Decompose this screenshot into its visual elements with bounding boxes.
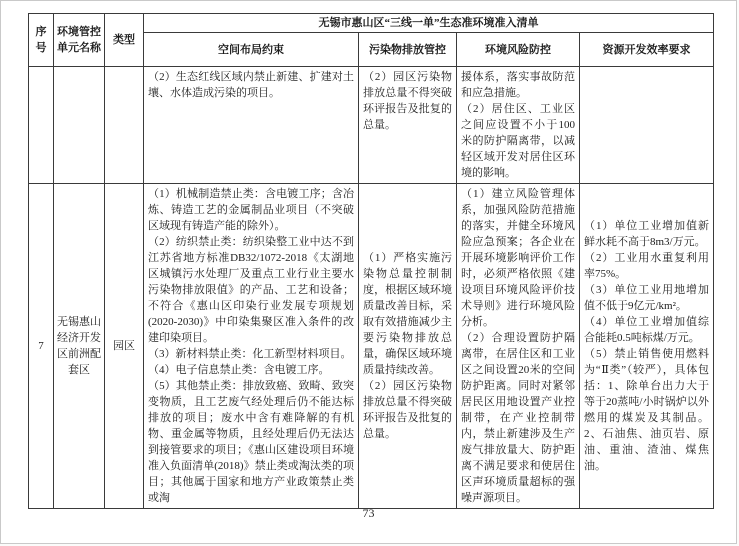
table-row-continuation [29,67,714,184]
cell-risk-prevention [457,67,580,184]
paragraph: （3）单位工业用地增加值不低于9亿元/km²。 [584,284,709,312]
paragraph: （2）园区污染物排放总量不得突破环评报告及批复的总量。 [363,71,452,131]
column-header-pollutant-control: 污染物排放管控 [359,33,457,67]
cell-type-empty [105,67,144,184]
paragraph: （4）单位工业增加值综合能耗0.5吨标煤/万元。 [584,316,709,344]
paragraph: （1）单位工业增加值新鲜水耗不高于8m3/万元。 [584,220,709,248]
table-row-7 [29,184,714,509]
paragraph: （2）园区污染物排放总量不得突破环评报告及批复的总量。 [363,380,452,440]
column-header-type: 类型 [105,14,144,67]
paragraph: （2）生态红线区域内禁止新建、扩建对土壤、水体造成污染的项目。 [148,71,354,99]
column-header-serial: 序号 [29,14,54,67]
paragraph: （2）居住区、工业区之间应设置不小于100米的防护隔离带，以减轻区域开发对居住区环境的影响。 [461,103,575,179]
paragraph: （1）建立风险管理体系，加强风险防范措施的落实，并健全环境风险应急预案；各企业在开展环境影响评价工作时，必须严格依照《建设项目环境风险评价技术导则》进行环境风险分析。 [461,188,575,328]
cell-resource-efficiency-empty [580,67,714,184]
column-header-resource-efficiency: 资源开发效率要求 [580,33,714,67]
cell-spatial-layout [144,184,359,509]
cell-serial-empty [29,67,54,184]
paragraph: （2）合理设置防护隔离带，在居住区和工业区之间设置20米的空间防护距离。同时对紧邻居民区用地设置产业控制带，在产业控制带内，禁止新建涉及生产废气排放量大、防护距离不满足要求和使居住区声环境质量超标的强噪声源项目。 [461,332,575,504]
access-list-table [28,13,714,509]
cell-pollutant-control [359,184,457,509]
page-number: 73 [362,506,375,520]
cell-type: 园区 [105,184,144,509]
paragraph: （5）其他禁止类：排放致癌、致畸、致突变物质，且工艺废气经处理后仍不能达标排放的项目；废水中含有难降解的有机物、重金属等物质，且经处理后仍无法达到接管要求的项目；《惠山区建设项目环境准入负面清单(2018)》禁止类或淘汰类的项目；其他属于国家和地方产业政策禁止类或淘 [148,380,354,504]
cell-unit-name: 无锡惠山经济开发区前洲配套区 [54,184,105,509]
paragraph: （1）严格实施污染物总量控制制度，根据区域环境质量改善目标，采取有效措施减少主要污染物排放总量，确保区域环境质量持续改善。 [363,252,452,376]
cell-risk-prevention [457,184,580,509]
column-header-unit-name: 环境管控单元名称 [54,14,105,67]
paragraph: （2）纺织禁止类：纺织染整工业中达不到江苏省地方标准DB32/1072-2018《太湖地区城镇污水处理厂及重点工业行业主要水污染物排放限值》的产品、工艺和设备；不符合《惠山区印染行业发展专项规划(2020-2030)》中印染集聚区准入条件的改建印染项目。 [148,236,354,344]
paragraph: （3）新材料禁止类：化工新型材料项目。 [148,348,352,360]
column-header-risk-prevention: 环境风险防控 [457,33,580,67]
paragraph: （2）工业用水重复利用率75%。 [584,252,709,280]
paragraph: 援体系，落实事故防范和应急措施。 [461,71,575,99]
cell-unit-empty [54,67,105,184]
cell-serial: 7 [29,184,54,509]
paragraph: （1）机械制造禁止类：含电镀工序；含冶炼、铸造工艺的金属制品业项目（不突破区域现有铸造产能的除外）。 [148,188,354,232]
paragraph: （5）禁止销售使用燃料为“Ⅱ类”（较严），具体包括：1、除单台出力大于等于20蒸吨/小时锅炉以外燃用的煤炭及其制品。2、石油焦、油页岩、原油、重油、渣油、煤焦油。 [584,348,709,472]
cell-resource-efficiency [580,184,714,509]
column-header-spatial-layout: 空间布局约束 [144,33,359,67]
cell-pollutant-control [359,67,457,184]
cell-spatial-layout [144,67,359,184]
paragraph: （4）电子信息禁止类：含电镀工序。 [148,364,330,376]
header-row-title [29,14,714,33]
table-title: 无锡市惠山区“三线一单”生态准环境准入清单 [144,14,714,33]
